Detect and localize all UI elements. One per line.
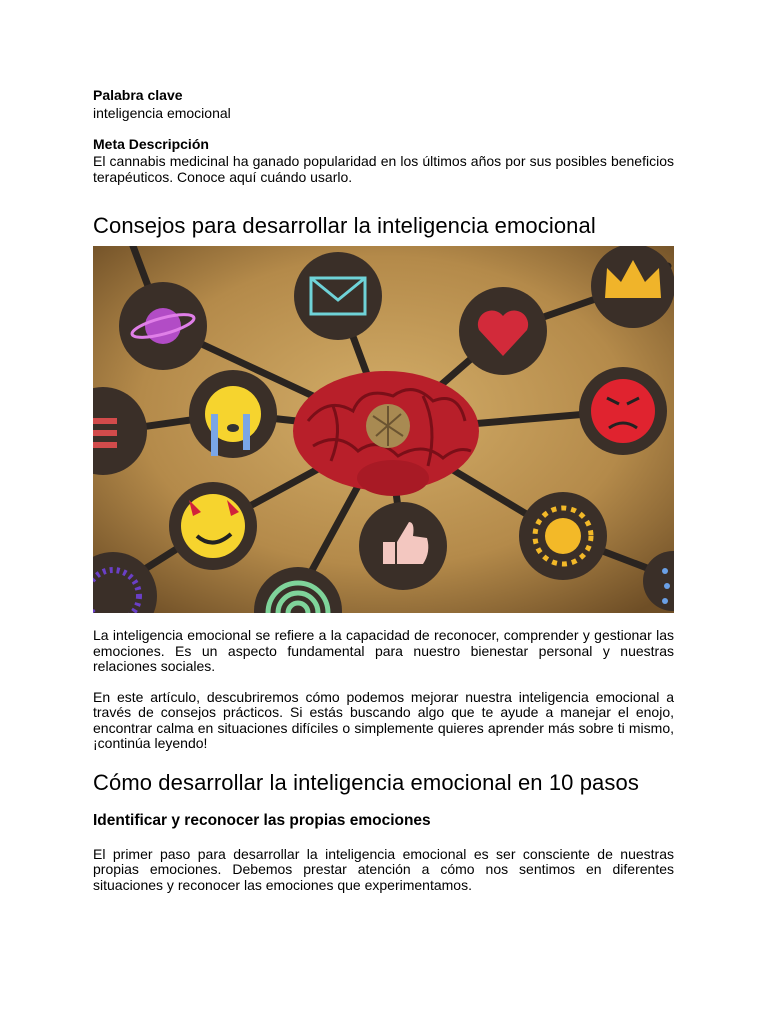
subsection-paragraph: El primer paso para desarrollar la inteligencia emocional es ser consciente de nuestras propias emociones. Debemos prestar atención a cómo nos sentimos en diferentes situaciones y reconocer las emociones que experimentamos.	[93, 845, 674, 893]
crown-node	[591, 246, 674, 328]
thumbs-up-node	[359, 502, 447, 590]
intro-paragraph-2: En este artículo, descubriremos cómo podemos mejorar nuestra inteligencia emocional a través de consejos prácticos. Si estás buscando algo que te ayude a manejar el enojo, encontrar calma en situaciones difíciles o simplemente quieres aprender más sobre ti mismo, ¡continúa leyendo!	[93, 688, 674, 751]
angry-face-node	[579, 367, 667, 455]
meta-description-text: El cannabis medicinal ha ganado popularidad en los últimos años por sus posibles beneficios terapéuticos. Conoce aquí cuándo usarlo.	[93, 153, 674, 185]
subsection-title: Identificar y reconocer las propias emociones	[93, 811, 431, 829]
brain-emotions-illustration	[93, 246, 674, 613]
heart-node	[459, 287, 547, 375]
intro-paragraph-1: La inteligencia emocional se refiere a la capacidad de reconocer, comprender y gestionar las emociones. Es un aspecto fundamental para nuestro bienestar personal y nuestras relaciones sociales.	[93, 627, 674, 674]
sun-node	[519, 492, 607, 580]
crying-face-node	[189, 370, 277, 458]
article-title: Consejos para desarrollar la inteligencia emocional	[93, 213, 596, 238]
document-content	[93, 86, 674, 893]
keyword-label: Palabra clave	[93, 87, 183, 103]
planet-node	[119, 282, 207, 370]
meta-description-label: Meta Descripción	[93, 136, 209, 152]
keyword-value: inteligencia emocional	[93, 105, 231, 121]
smiling-face-node	[169, 482, 257, 570]
section-title: Cómo desarrollar la inteligencia emocional en 10 pasos	[93, 769, 639, 795]
envelope-node	[294, 252, 382, 340]
